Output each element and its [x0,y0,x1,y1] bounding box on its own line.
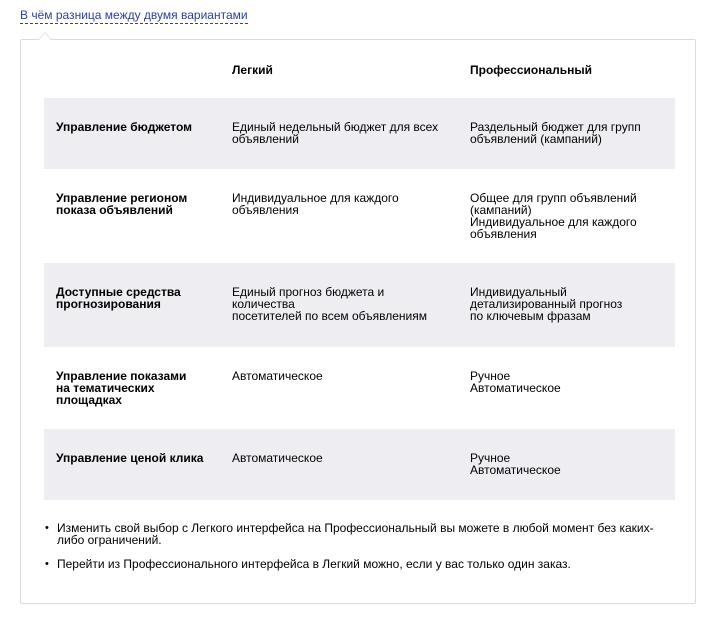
table-row-budget [44,98,675,169]
light-cell [220,429,458,500]
table-row-region [44,169,675,263]
feature-cell [44,429,220,500]
comparison-table [44,51,675,500]
light-text: Единый прогноз бюджета и количества [232,285,385,311]
feature-text: на тематических [56,381,155,395]
light-text: посетителей по всем объявлениям [232,309,427,323]
table-row-click-price [44,429,675,500]
pro-text: детализированный прогноз [470,297,623,311]
feature-text: Управление ценой клика [56,451,204,465]
feature-text: Доступные средства [56,285,181,299]
feature-cell [44,98,220,169]
pro-text: Ручное [470,451,511,465]
pro-cell [458,263,675,347]
table-header-row [44,51,675,98]
feature-cell [44,263,220,347]
feature-text: площадках [56,393,122,407]
feature-text: Управление бюджетом [56,120,193,134]
header-pro: Профессиональный [470,63,592,77]
feature-text: показа объявлений [56,203,173,217]
pro-text: Индивидуальное для каждого [470,215,637,229]
light-cell [220,169,458,263]
light-text: Единый недельный бюджет для всех [232,120,439,134]
feature-text: Управление показами [56,369,187,383]
popup-pointer-arrow [38,32,52,40]
note-item: • Изменить свой выбор с Легкого интерфейса на Профессиональный вы можете в любой момент без каких-либо ограничений. [45,522,675,546]
light-cell [220,98,458,169]
light-cell [220,263,458,347]
comparison-popup [20,39,696,604]
pro-cell [458,169,675,263]
comparison-toggle-link[interactable]: В чём разница между двумя вариантами [20,8,248,22]
pro-text: Общее для групп объявлений [470,191,637,205]
pro-text: объявлений (кампаний) [470,132,602,146]
feature-cell [44,169,220,263]
light-text: Индивидуальное для каждого [232,191,399,205]
note-item: • Перейти из Профессионального интерфейса в Легкий можно, если у вас только один заказ. [45,558,675,570]
header-feature [44,51,220,98]
pro-text: Ручное [470,369,511,383]
pro-text: Автоматическое [470,381,561,395]
light-text: Автоматическое [232,369,323,383]
header-light: Легкий [232,63,273,77]
feature-text: Управление регионом [56,191,188,205]
feature-text: прогнозирования [56,297,161,311]
pro-text: объявления [470,227,537,241]
table-row-placements [44,347,675,429]
pro-text: Раздельный бюджет для групп [470,120,641,134]
pro-text: Индивидуальный [470,285,567,299]
pro-text: по ключевым фразам [470,309,591,323]
light-cell [220,347,458,429]
light-text: Автоматическое [232,451,323,465]
notes-list [45,522,675,582]
pro-cell [458,347,675,429]
pro-cell [458,429,675,500]
pro-cell [458,98,675,169]
pro-text: (кампаний) [470,203,532,217]
light-text: объявлений [232,132,299,146]
pro-text: Автоматическое [470,463,561,477]
light-text: объявления [232,203,299,217]
feature-cell [44,347,220,429]
table-row-forecast [44,263,675,347]
